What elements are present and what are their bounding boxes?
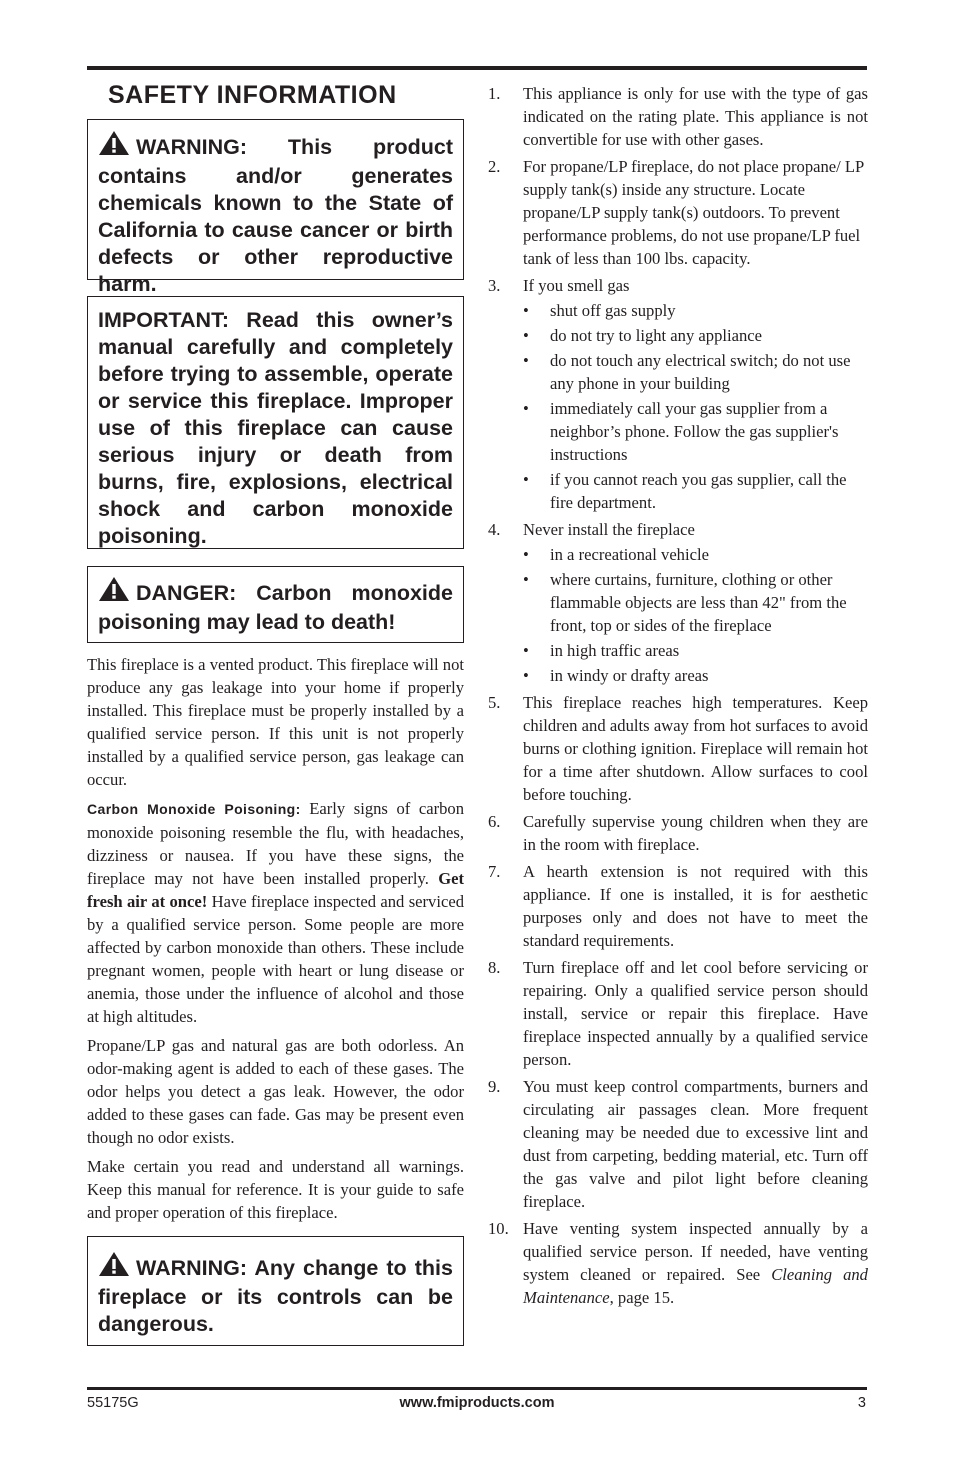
list-item: 9. You must keep control compartments, burners and circulating air passages clean. More frequent cleaning may be needed due to excessive lint and dust from carpeting, bedding material, etc. Turn off the gas valve and pilot light before cleaning fireplace. [488, 1077, 868, 1211]
list-item: 1. This appliance is only for use with the type of gas indicated on the rating plate. This appliance is not convertible for use with other gases. [488, 84, 868, 149]
list-item: 2. For propane/LP fireplace, do not place propane/ LP supply tank(s) inside any structure. Locate propane/LP supply tank(s) outdoors. To prevent performance problems, do not use propane/LP fuel tank of less than 100 lbs. capacity. [488, 157, 864, 268]
cross-reference: Cleaning and Maintenance [523, 1265, 868, 1307]
list-item: 6. Carefully supervise young children when they are in the room with fireplace. [488, 812, 868, 854]
sub-list-item: • where curtains, furniture, clothing or other flammable objects are less than 42" from the front, top or sides of the fireplace [523, 570, 847, 635]
list-item: 7. A hearth extension is not required with this appliance. If one is installed, it is for aesthetic purposes only and does not have to meet the standard requirements. [488, 862, 868, 950]
list-item: 4. Never install the fireplace • in a recreational vehicle • where curtains, furniture, clothing or other flammable objects are less than 42" from the front, top or sides of the fireplace • in high traffic areas • in windy or drafty areas [488, 518, 868, 687]
sub-list-item: • do not try to light any appliance [523, 326, 762, 345]
bottom-rule [87, 1387, 867, 1390]
page-title: SAFETY INFORMATION [108, 81, 397, 109]
fresh-air-emphasis: Get fresh air at once! [87, 869, 464, 911]
warning-box-changes [87, 1236, 464, 1346]
warning-triangle-icon [98, 576, 130, 609]
list-item: 3. If you smell gas • shut off gas supply • do not try to light any appliance • do not touch any electrical switch; do not use any phone in your building • immediately call your gas supplier from a neighbor’s phone. Follow the gas supplier's instructions • if you cannot reach you gas supplier, call the fire department. [488, 274, 868, 514]
website-link[interactable]: www.fmiproducts.com [399, 1395, 555, 1411]
warning-chemicals-text: WARNING: This product contains and/or generates chemicals known to the State of California to cause cancer or birth defects or other reproductive harm. [98, 135, 453, 296]
list-item: 8. Turn fireplace off and let cool before servicing or repairing. Only a qualified service person should install, service or repair this fireplace. Have fireplace inspected annually by a qualified service person. [488, 958, 868, 1069]
important-text: IMPORTANT: Read this owner’s manual carefully and completely before trying to assemble, operate or service this fireplace. Improper use of this fireplace can cause serious injury or death from burns, fire, explosions, electrical shock and carbon monoxide poisoning. [98, 308, 453, 548]
part-number: 55175G [87, 1395, 139, 1411]
list-item: 10. Have venting system inspected annually by a qualified service person. If needed, have venting system cleaned or repaired. See Cleaning and Maintenance, page 15. [488, 1219, 868, 1307]
right-column [488, 82, 868, 1313]
sub-list-item: • shut off gas supply [523, 301, 676, 320]
warning-triangle-icon [98, 130, 130, 163]
odorless-gas-paragraph: Propane/LP gas and natural gas are both odorless. An odor-making agent is added to each of these gases. The odor helps you detect a gas leak. However, the odor added to these gases can fade. Gas may be present even though no odor exists. [87, 1036, 464, 1147]
safety-list [488, 82, 868, 1309]
sub-list-item: • do not touch any electrical switch; do not use any phone in your building [523, 351, 851, 393]
left-column [87, 78, 464, 1346]
sub-list-item: • immediately call your gas supplier from a neighbor’s phone. Follow the gas supplier's instructions [523, 399, 839, 464]
warning-triangle-icon [98, 1251, 130, 1284]
carbon-monoxide-lead: Carbon Monoxide Poisoning: [87, 801, 301, 817]
smell-gas-sublist [523, 299, 868, 514]
carbon-monoxide-paragraph: Carbon Monoxide Poisoning: Early signs of carbon monoxide poisoning resemble the flu, with headaches, dizziness or nausea. If you have these signs, the fireplace may not have been installed properly. Get fresh air at once! Have fireplace inspected and serviced by a qualified service person. Some people are more affected by carbon monoxide than others. These include pregnant women, people with heart or lung disease or anemia, those under the influence of alcohol and those at high altitudes. [87, 799, 464, 1026]
danger-box [87, 566, 464, 643]
warning-changes-text: WARNING: Any change to this fireplace or its controls can be dangerous. [98, 1256, 453, 1336]
sub-list-item: • in high traffic areas [523, 641, 680, 660]
top-rule [87, 66, 867, 70]
sub-list-item: • in a recreational vehicle [523, 545, 709, 564]
left-body-text [87, 653, 464, 1224]
danger-text: DANGER: Carbon monoxide poisoning may lead to death! [98, 581, 453, 634]
vented-product-paragraph: This fireplace is a vented product. This fireplace will not produce any gas leakage into your home if properly installed. This fireplace must be properly installed by a qualified service person. If this unit is not properly installed by a qualified service person, gas leakage can occur. [87, 655, 464, 789]
never-install-sublist [523, 543, 868, 687]
sub-list-item: • in windy or drafty areas [523, 666, 709, 685]
important-box [87, 296, 464, 549]
list-item: 5. This fireplace reaches high temperatures. Keep children and adults away from hot surfaces to avoid burns or clothing ignition. Fireplace will remain hot for a time after shutdown. Allow surfaces to cool before touching. [488, 693, 868, 804]
page-number: 3 [857, 1395, 866, 1411]
warning-box-chemicals [87, 119, 464, 296]
sub-list-item: • if you cannot reach you gas supplier, call the fire department. [523, 470, 847, 512]
read-warnings-paragraph: Make certain you read and understand all warnings. Keep this manual for reference. It is your guide to safe and proper operation of this fireplace. [87, 1157, 464, 1222]
